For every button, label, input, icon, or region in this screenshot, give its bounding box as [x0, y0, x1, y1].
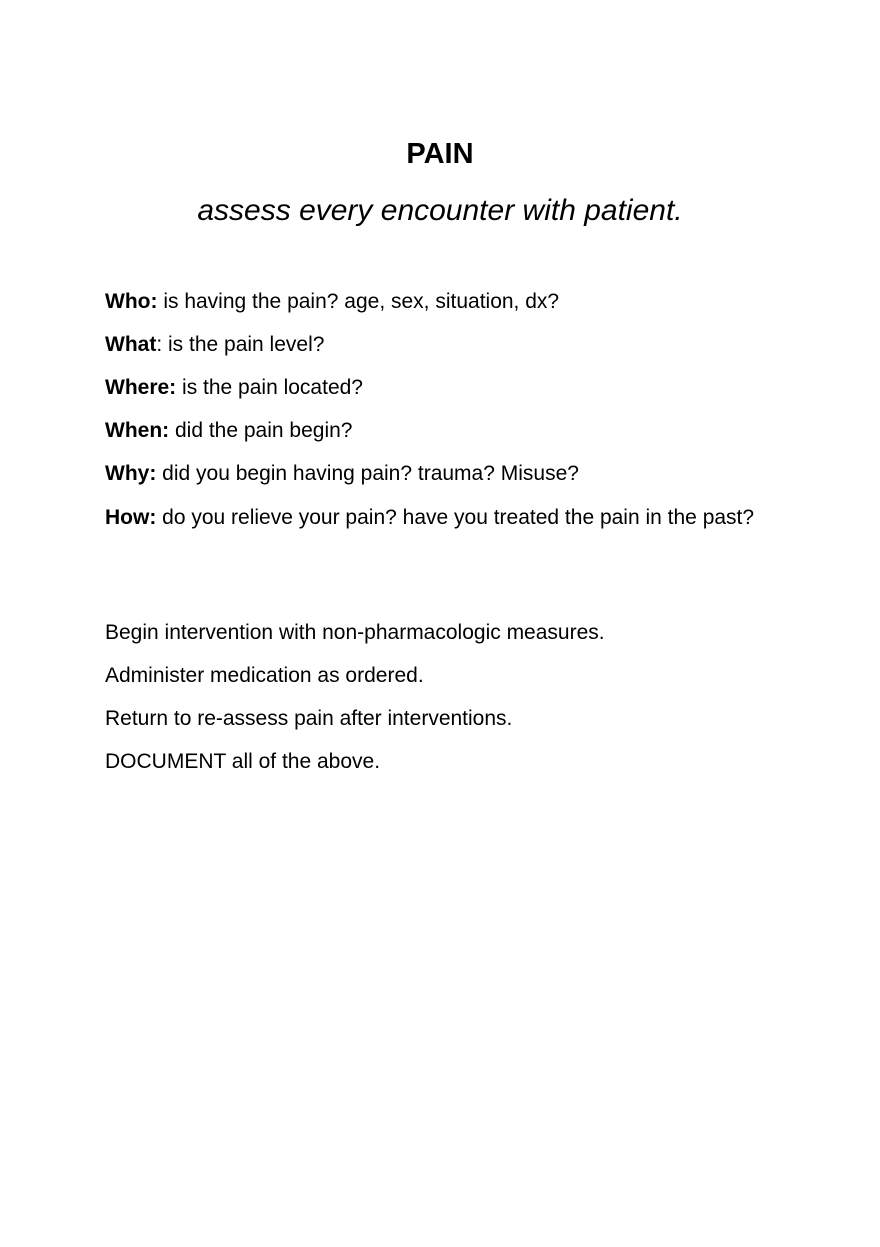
question-label: Where:: [105, 376, 177, 399]
step-item: Administer medication as ordered.: [105, 664, 424, 687]
question-text: : is the pain level?: [156, 333, 325, 356]
step-item: DOCUMENT all of the above.: [105, 750, 381, 773]
question-what: [105, 332, 775, 358]
question-text: did the pain begin?: [169, 419, 353, 442]
question-label: How:: [105, 506, 157, 529]
question-text: do you relieve your pain? have you treated the pain in the past?: [156, 506, 755, 529]
question-where: [105, 375, 775, 401]
step-item: Return to re-assess pain after interventions.: [105, 707, 513, 730]
question-how: [105, 502, 775, 533]
assessment-questions: [105, 289, 775, 550]
question-when: [105, 418, 775, 444]
question-text: did you begin having pain? trauma? Misuse?: [156, 462, 579, 485]
question-why: [105, 461, 775, 487]
page-subtitle: assess every encounter with patient.: [197, 194, 683, 227]
question-who: [105, 289, 775, 315]
question-text: is the pain located?: [176, 376, 363, 399]
question-label: Why:: [105, 462, 157, 485]
question-text: is having the pain? age, sex, situation, dx?: [157, 290, 560, 313]
intervention-steps: [105, 620, 775, 792]
step-item: Begin intervention with non-pharmacologic measures.: [105, 621, 605, 644]
question-label: What: [105, 333, 157, 356]
question-label: Who:: [105, 290, 158, 313]
question-label: When:: [105, 419, 170, 442]
page-title: PAIN: [406, 138, 474, 170]
